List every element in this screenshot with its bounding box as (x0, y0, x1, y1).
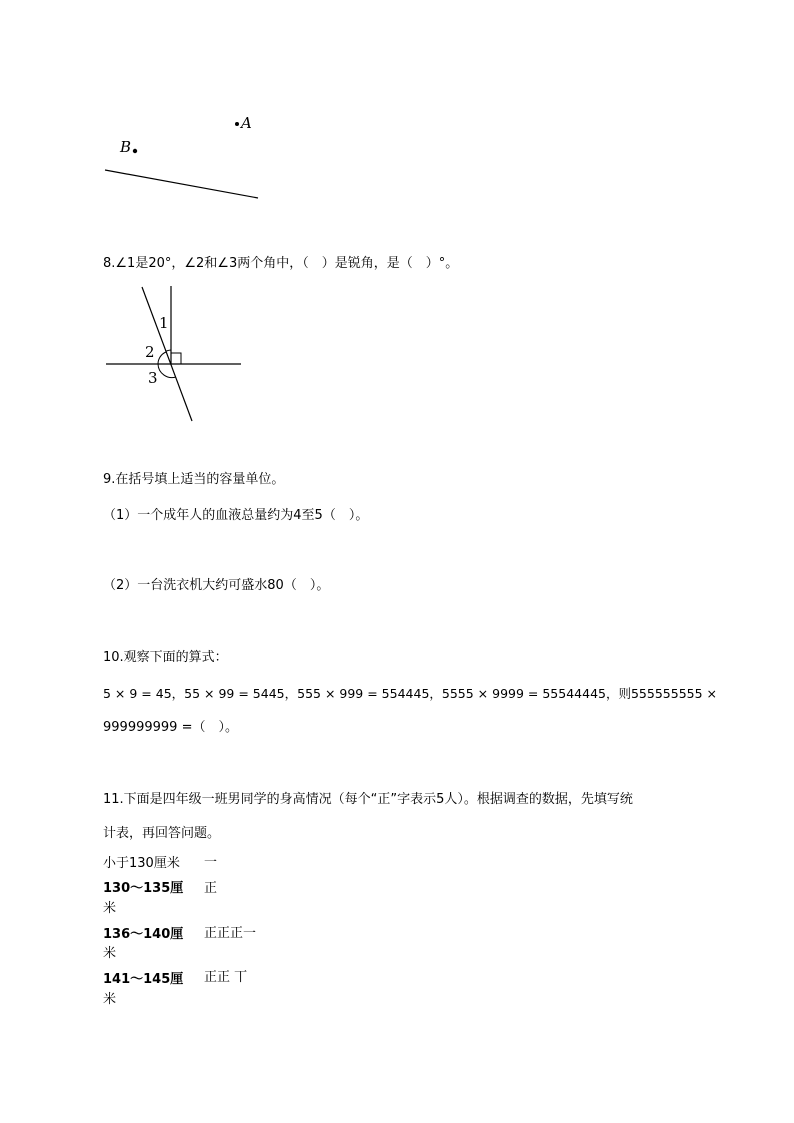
q10-title: 10.观察下面的算式： (103, 650, 228, 665)
q9-item-1: （1）一个成年人的血液总量约为4至5（ ）。 (103, 508, 369, 523)
height-range-unit: 米 (103, 992, 117, 1007)
height-range-unit: 米 (103, 901, 117, 916)
q8-text: 8.∠1是20°，∠2和∠3两个角中，（ ）是锐角，是（ ）°。 (103, 256, 459, 271)
point-b-label: B (120, 138, 132, 156)
height-range-unit: 米 (103, 946, 117, 961)
q11-title-line-1: 11.下面是四年级一班男同学的身高情况（每个“正”字表示5人）。根据调查的数据，先填写统 (103, 792, 633, 807)
angle-label-2: 2 (145, 343, 155, 361)
height-range: 130～135厘 (103, 881, 184, 896)
q10-line-1: 5 × 9 = 45，55 × 99 = 5445，555 × 999 = 554445，5555 × 9999 = 55544445，则555555555 × (103, 686, 718, 701)
tally-marks: 正正正一 (204, 926, 257, 941)
angle-label-1: 1 (159, 314, 169, 332)
q11-title-line-2: 计表，再回答问题。 (103, 826, 221, 841)
q10-line-2: 999999999 =（ ）。 (103, 720, 238, 735)
height-range: 小于130厘米 (103, 856, 180, 871)
q9-title: 9.在括号填上适当的容量单位。 (103, 472, 285, 487)
tally-marks: 正 (204, 881, 218, 896)
q9-item-2: （2）一台洗衣机大约可盛水80（ ）。 (103, 578, 330, 593)
angle-label-3: 3 (148, 369, 158, 387)
point-a-label: A (241, 114, 252, 132)
tally-marks: 正正 丅 (204, 970, 248, 985)
angle-diagram (0, 0, 794, 440)
height-range: 136～140厘 (103, 927, 184, 942)
height-range: 141～145厘 (103, 972, 184, 987)
tally-marks: 一 (204, 855, 218, 870)
